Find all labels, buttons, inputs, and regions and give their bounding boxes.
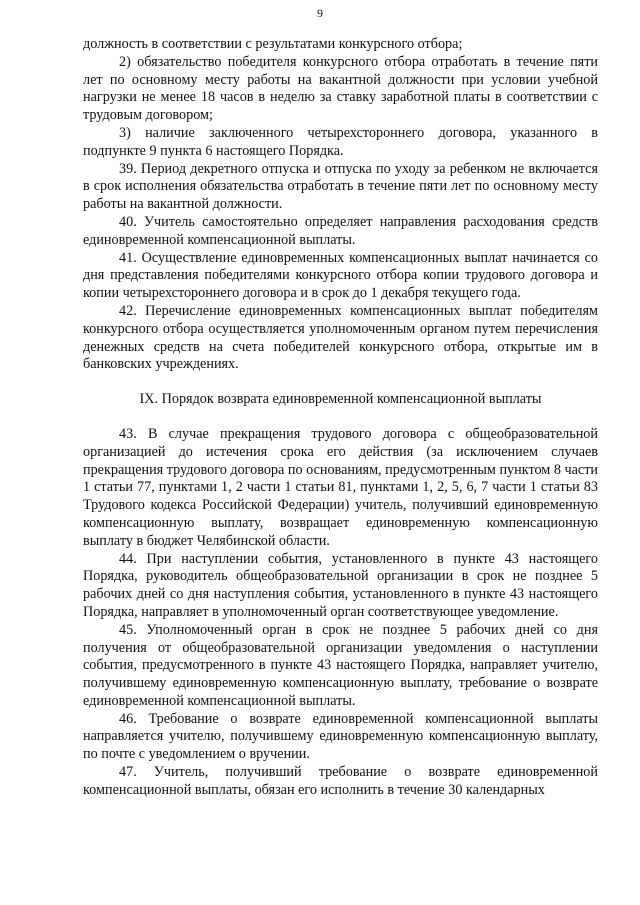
paragraph-40: 40. Учитель самостоятельно определяет направления расходования средств единовременной компенсационной выплаты.: [83, 213, 598, 248]
paragraph-42: 42. Перечисление единовременных компенсационных выплат победителям конкурсного отбора осуществляется уполномоченным органом путем перечисления денежных средств на счета победителей конкурсного отбора, открытые им в банковских учреждениях.: [83, 302, 598, 373]
section-heading: IX. Порядок возврата единовременной компенсационной выплаты: [139, 391, 542, 408]
paragraph-41: 41. Осуществление единовременных компенсационных выплат начинается со дня представления победителями конкурсного отбора копии трудового договора и копии четырехстороннего договора и в срок до 1 декабря текущего года.: [83, 249, 598, 302]
paragraph-47: 47. Учитель, получивший требование о возврате единовременной компенсационной выплаты, обязан его исполнить в течение 30 календарных: [83, 764, 598, 798]
paragraph-39: 39. Период декретного отпуска и отпуска по уходу за ребенком не включается в срок исполнения обязательства отработать в течение пяти лет по основному месту работы на вакантной должности.: [83, 160, 598, 213]
paragraph-continuation: должность в соответствии с результатами конкурсного отбора;: [83, 36, 463, 52]
document-body: [83, 36, 598, 800]
paragraph-item-2: 2) обязательство победителя конкурсного отбора отработать в течение пяти лет по основному месту работы на вакантной должности при условии учебной нагрузки не менее 18 часов в неделю за ставку заработной платы в соответствии с трудовым договором;: [83, 53, 598, 124]
paragraph-45: 45. Уполномоченный орган в срок не позднее 5 рабочих дней со дня получения от общеобразовательной организации уведомления о наступлении события, предусмотренного в пункте 43 настоящего Порядка, направляет учителю, получившему единовременную компенсационную выплату, требование о возврате единовременной компенсационной выплаты.: [83, 621, 598, 709]
paragraph-item-3: 3) наличие заключенного четырехстороннего договора, указанного в подпункте 9 пункта 6 настоящего Порядка.: [83, 124, 598, 159]
paragraph-46: 46. Требование о возврате единовременной компенсационной выплаты направляется учителю, получившему единовременную компенсационную выплату, по почте с уведомлением о вручении.: [83, 710, 598, 763]
page-number: 9: [317, 6, 323, 20]
paragraph-44: 44. При наступлении события, установленного в пункте 43 настоящего Порядка, руководитель общеобразовательной организации в срок не позднее 5 рабочих дней со дня наступления события, установленного в пункте 43 настоящего Порядка, направляет в уполномоченный орган соответствующее уведомление.: [83, 550, 598, 620]
paragraph-43: 43. В случае прекращения трудового договора с общеобразовательной организацией до истечения срока его действия (за исключением случаев прекращения трудового договора по основаниям, предусмотренным пунктом 8 части 1 статьи 77, пунктами 1, 2 части 1 статьи 81, пунктами 1, 2, 5, 6, 7 части 1 статьи 83 Трудового кодекса Российской Федерации) учитель, получивший единовременную компенсационную выплату, возвращает единовременную компенсационную выплату в бюджет Челябинской области.: [83, 425, 598, 549]
